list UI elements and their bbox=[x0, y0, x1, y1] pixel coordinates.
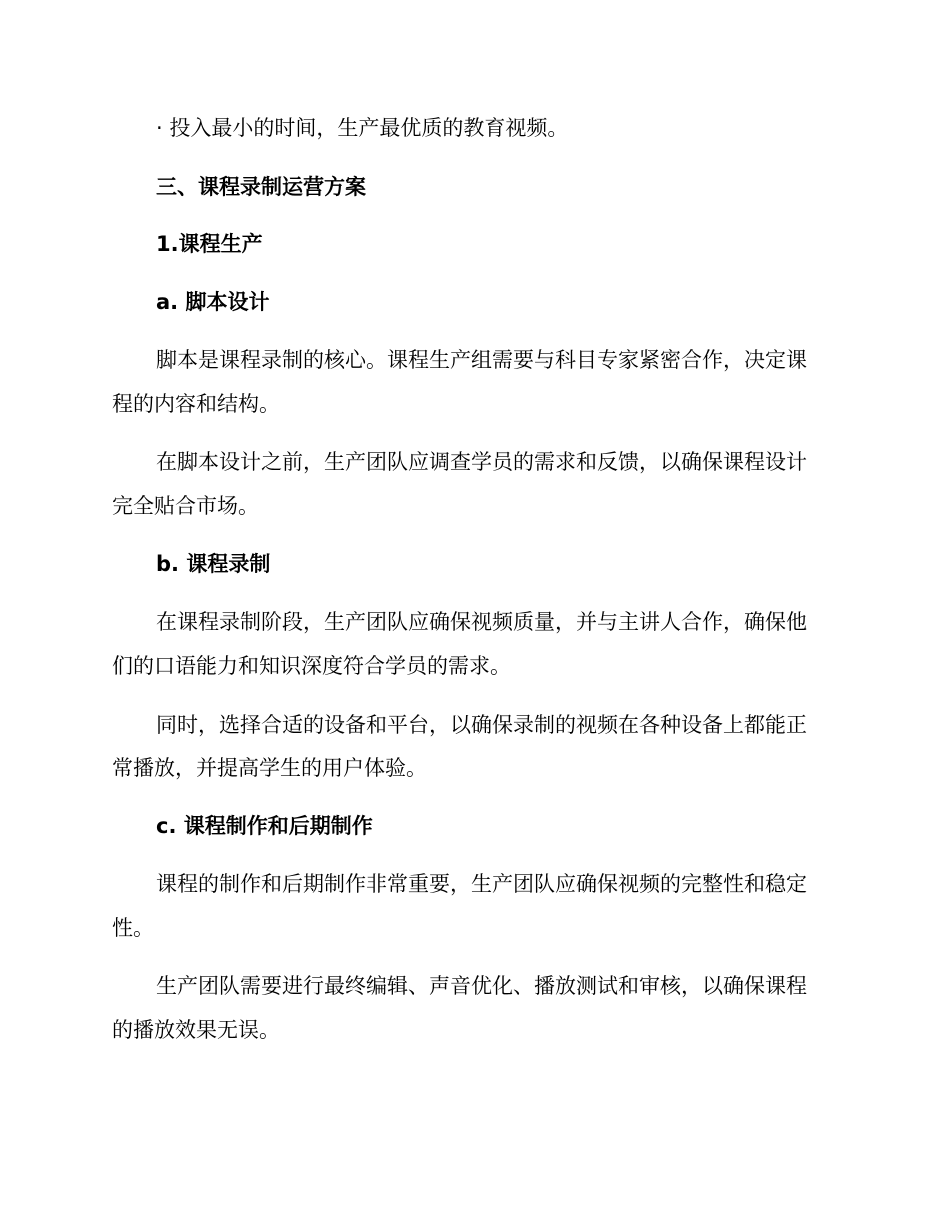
sub-heading-course-production: 1.课程生产 bbox=[156, 232, 263, 256]
paragraph-c1-line1: 课程的制作和后期制作非常重要，生产团队应确保视频的完整性和稳定 bbox=[156, 872, 807, 896]
bullet-line: · 投入最小的时间，生产最优质的教育视频。 bbox=[156, 116, 569, 140]
paragraph-c2-line2: 的播放效果无误。 bbox=[112, 1018, 280, 1042]
paragraph-a1-line1: 脚本是课程录制的核心。课程生产组需要与科目专家紧密合作，决定课 bbox=[156, 348, 807, 372]
heading-post-production: c. 课程制作和后期制作 bbox=[156, 814, 373, 838]
paragraph-b1-line2: 们的口语能力和知识深度符合学员的需求。 bbox=[112, 654, 511, 678]
paragraph-a2-line1: 在脚本设计之前，生产团队应调查学员的需求和反馈，以确保课程设计 bbox=[156, 450, 807, 474]
section-heading: 三、课程录制运营方案 bbox=[156, 175, 366, 199]
paragraph-c2-line1: 生产团队需要进行最终编辑、声音优化、播放测试和审核，以确保课程 bbox=[156, 974, 807, 998]
heading-script-design: a. 脚本设计 bbox=[156, 290, 270, 314]
paragraph-a1-line2: 程的内容和结构。 bbox=[112, 392, 280, 416]
paragraph-b2-line1: 同时，选择合适的设备和平台，以确保录制的视频在各种设备上都能正 bbox=[156, 713, 807, 737]
paragraph-b2-line2: 常播放，并提高学生的用户体验。 bbox=[112, 756, 427, 780]
paragraph-b1-line1: 在课程录制阶段，生产团队应确保视频质量，并与主讲人合作，确保他 bbox=[156, 610, 807, 634]
heading-course-recording: b. 课程录制 bbox=[156, 552, 271, 576]
paragraph-c1-line2: 性。 bbox=[112, 916, 154, 940]
paragraph-a2-line2: 完全贴合市场。 bbox=[112, 494, 259, 518]
